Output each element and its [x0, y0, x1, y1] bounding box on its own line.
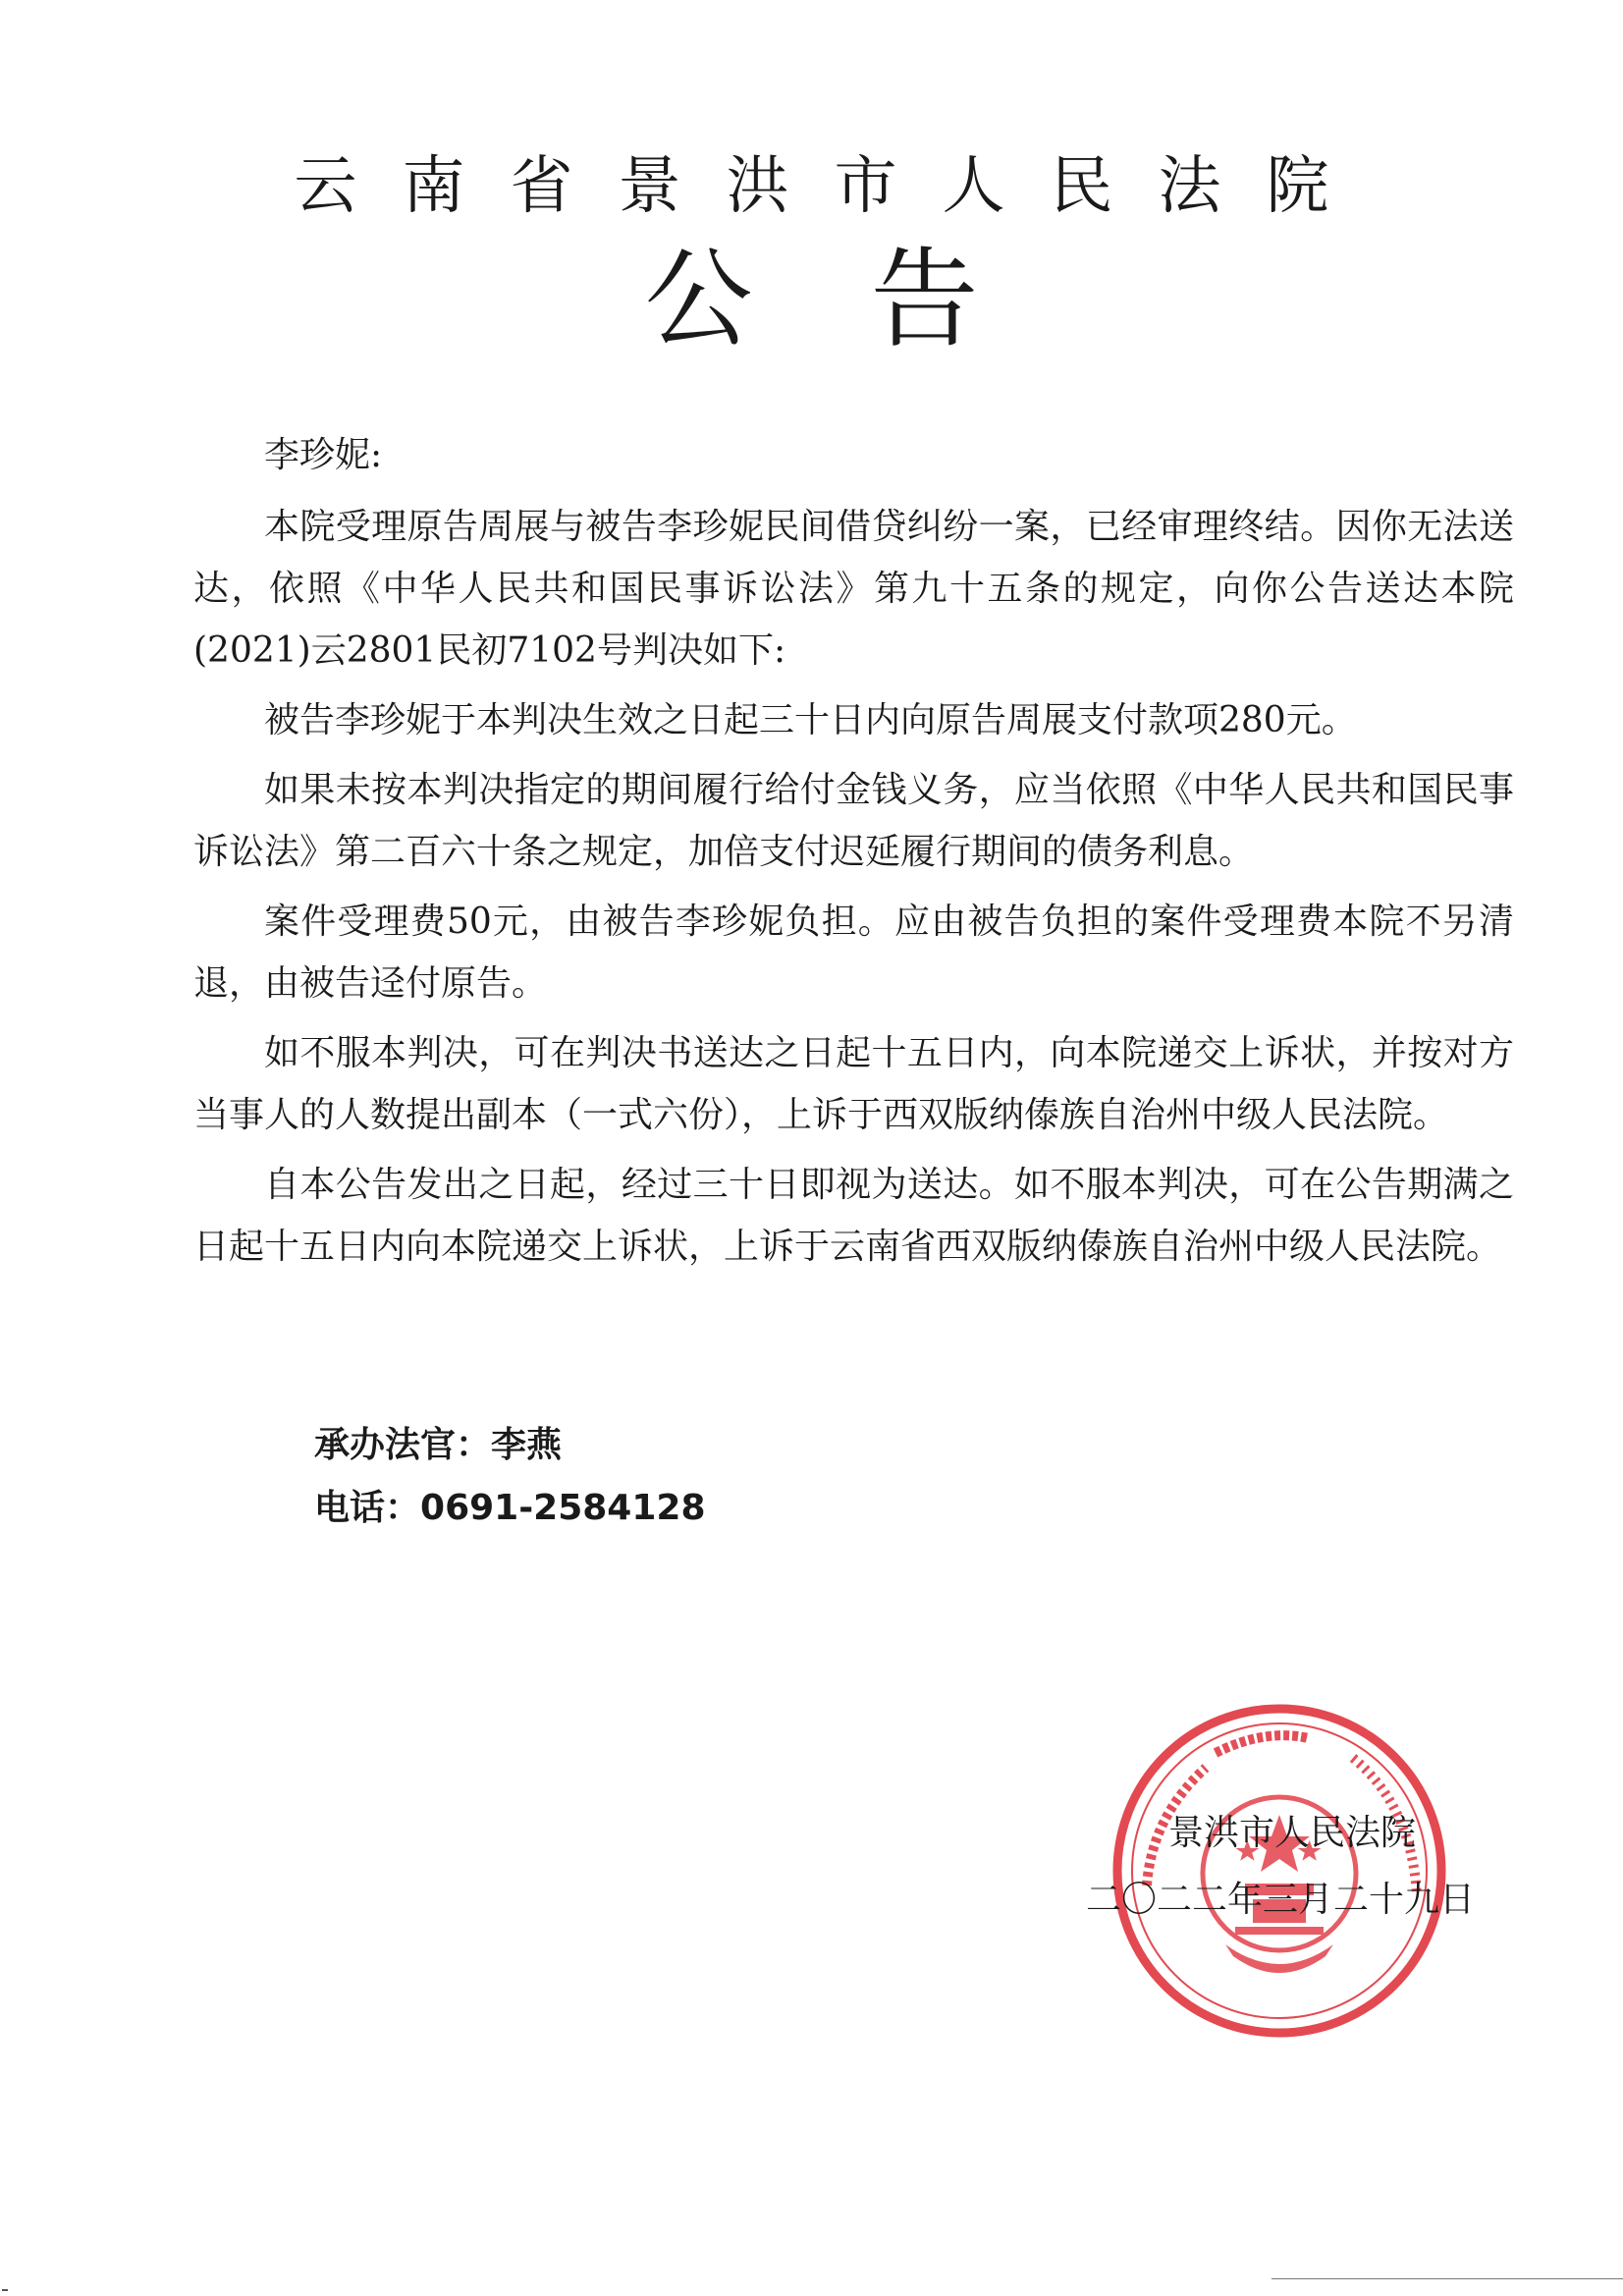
judge-name: 李燕 — [491, 1425, 563, 1465]
signature-date: 二〇二二年三月二十九日 — [1086, 1880, 1476, 1920]
page-bottom-rule — [1271, 2278, 1623, 2279]
scan-edge-mark — [2, 2289, 8, 2291]
body-paragraph: 被告李珍妮于本判决生效之日起三十日内向原告周展支付款项280元。 — [264, 700, 1357, 740]
body-paragraph: 如不服本判决，可在判决书送达之日起十五日内，向本院递交上诉状，并按对方当事人的人数提出副本（一式六份），上诉于西双版纳傣族自治州中级人民法院。 — [193, 1033, 1514, 1135]
court-seal-icon — [1108, 1699, 1451, 2043]
phone-label: 电话： — [314, 1488, 421, 1528]
body-paragraph: 案件受理费50元，由被告李珍妮负担。应由被告负担的案件受理费本院不另清退，由被告迳付原告。 — [193, 902, 1514, 1004]
contact-block — [314, 1414, 706, 1540]
phone-line — [314, 1477, 706, 1540]
court-name-heading: 云南省景洪市人民法院 — [294, 150, 1375, 223]
phone-number: 0691-2584128 — [420, 1488, 706, 1528]
body-paragraph: 如果未按本判决指定的期间履行给付金钱义务，应当依照《中华人民共和国民事诉讼法》第二百六十条之规定，加倍支付迟延履行期间的债务利息。 — [193, 770, 1514, 872]
judge-line — [314, 1414, 706, 1477]
salutation: 李珍妮: — [264, 435, 383, 475]
body-paragraph: 自本公告发出之日起，经过三十日即视为送达。如不服本判决，可在公告期满之日起十五日内向本院递交上诉状，上诉于云南省西双版纳傣族自治州中级人民法院。 — [193, 1165, 1514, 1267]
judge-label: 承办法官： — [314, 1425, 492, 1465]
signature-court: 景洪市人民法院 — [1168, 1813, 1417, 1853]
body-paragraph: 本院受理原告周展与被告李珍妮民间借贷纠纷一案，已经审理终结。因你无法送达，依照《中华人民共和国民事诉讼法》第九十五条的规定，向你公告送达本院(2021)云2801民初7102号判决如下: — [193, 507, 1514, 671]
notice-title: 公告 — [644, 237, 1097, 362]
notice-body — [193, 424, 1514, 1285]
